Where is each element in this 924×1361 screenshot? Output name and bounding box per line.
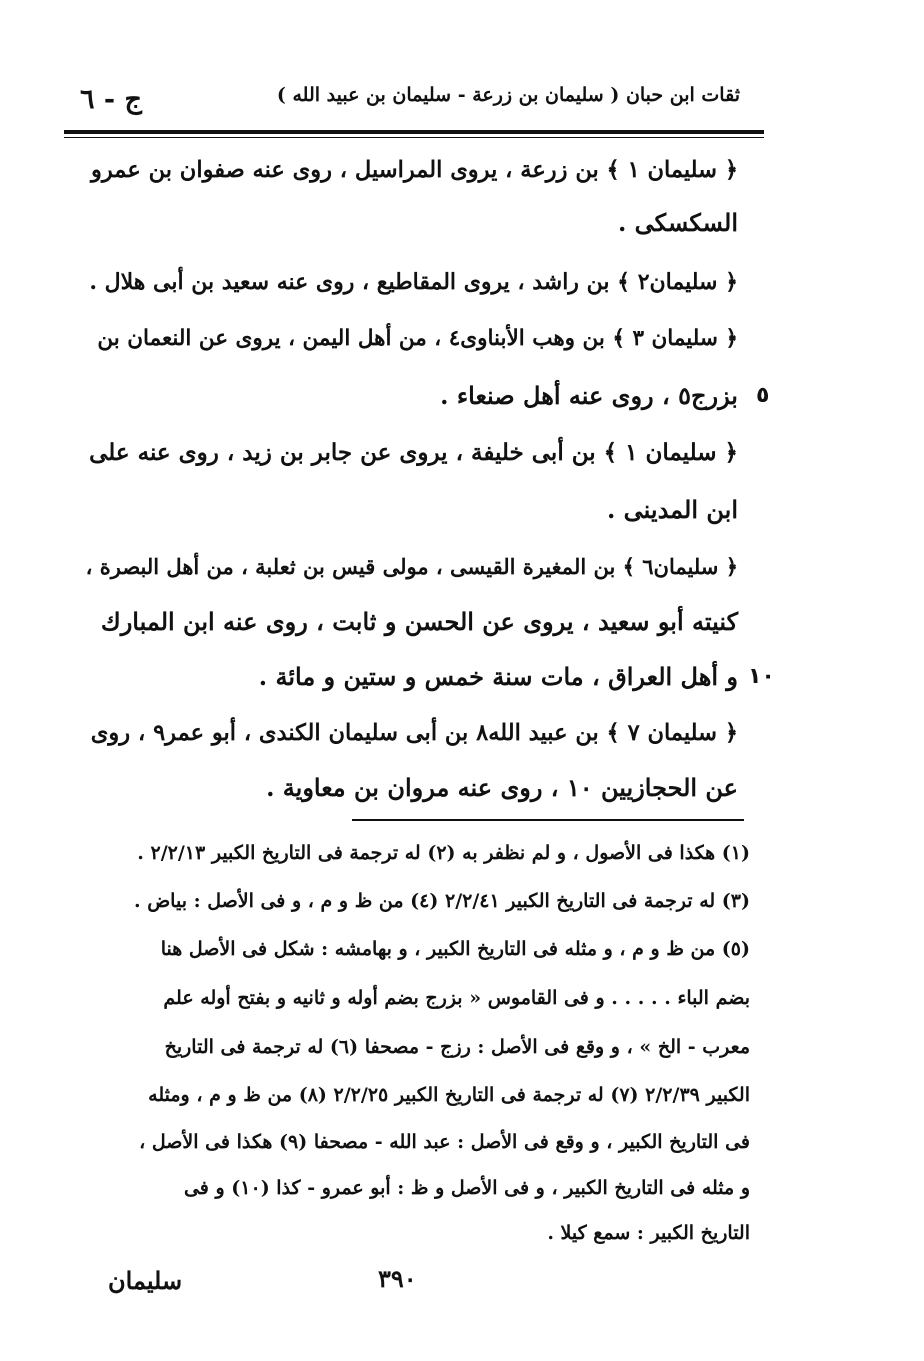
text-line: ﴿ سليمان ١ ﴾ بن زرعة ، يروى المراسيل ، روى عنه صفوان بن عمرو bbox=[91, 157, 738, 183]
line-number-5: ٥ bbox=[756, 383, 770, 408]
footnote-line: فى التاريخ الكبير ، و وقع فى الأصل : عبد الله - مصحفا (٩) هكذا فى الأصل ، bbox=[139, 1131, 750, 1153]
line-number-10: ١٠ bbox=[748, 664, 775, 689]
text-line: السكسكى . bbox=[617, 208, 738, 237]
text-line: ﴿ سليمان ٣ ﴾ بن وهب الأبناوى٤ ، من أهل اليمن ، يروى عن النعمان بن bbox=[97, 326, 738, 351]
footnote-line: معرب - الخ » ، و وقع فى الأصل : رزج - مصحفا (٦) له ترجمة فى التاريخ bbox=[164, 1036, 750, 1058]
text-line: ﴿ سليمان ٧ ﴾ بن عبيد الله٨ بن أبى سليمان الكندى ، أبو عمر٩ ، روى bbox=[90, 720, 738, 746]
text-line: عن الحجازيين ١٠ ، روى عنه مروان بن معاوية . bbox=[266, 773, 738, 802]
catchword: سليمان bbox=[108, 1266, 183, 1295]
running-header bbox=[80, 78, 740, 130]
footnote-line: الكبير ٢/٢/٣٩ (٧) له ترجمة فى التاريخ الكبير ٢/٢/٢٥ (٨) من ظ و م ، ومثله bbox=[148, 1084, 750, 1106]
text-line: كنيته أبو سعيد ، يروى عن الحسن و ثابت ، روى عنه ابن المبارك bbox=[100, 607, 738, 636]
header-title: ثقات ابن حبان ( سليمان بن زرعة - سليمان بن عبيد الله ) bbox=[276, 84, 740, 106]
text-line: ﴿ سليمان ١ ﴾ بن أبى خليفة ، يروى عن جابر بن زيد ، روى عنه على bbox=[89, 439, 738, 466]
footnote-line: التاريخ الكبير : سمع كيلا . bbox=[547, 1222, 750, 1244]
header-rule-thin bbox=[64, 137, 764, 138]
footnote-line: (١) هكذا فى الأصول ، و لم نظفر به (٢) له ترجمة فى التاريخ الكبير ٢/٢/١٣ . bbox=[137, 842, 750, 864]
footnote-rule bbox=[352, 819, 744, 821]
text-line: ﴿ سليمان٢ ﴾ بن راشد ، يروى المقاطيع ، روى عنه سعيد بن أبى هلال . bbox=[89, 269, 738, 295]
footnote-line: (٥) من ظ و م ، و مثله فى التاريخ الكبير ، و بهامشه : شكل فى الأصل هنا bbox=[160, 938, 750, 960]
footnote-line: و مثله فى التاريخ الكبير ، و فى الأصل و ظ : أبو عمرو - كذا (١٠) و فى bbox=[183, 1177, 750, 1199]
page-number: ٣٩٠ bbox=[378, 1264, 417, 1293]
footnote-line: بضم الباء . . . . . و فى القاموس « بزرج بضم أوله و ثانيه و بفتح أوله علم bbox=[163, 987, 750, 1009]
header-volume: ج - ٦ bbox=[80, 84, 142, 115]
text-line: بزرج٥ ، روى عنه أهل صنعاء . bbox=[440, 381, 738, 410]
text-line: ﴿ سليمان٦ ﴾ بن المغيرة القيسى ، مولى قيس بن ثعلبة ، من أهل البصرة ، bbox=[85, 554, 738, 579]
footnote-line: (٣) له ترجمة فى التاريخ الكبير ٢/٢/٤١ (٤) من ظ و م ، و فى الأصل : بياض . bbox=[133, 890, 750, 912]
text-line: و أهل العراق ، مات سنة خمس و ستين و مائة . bbox=[258, 662, 738, 691]
text-line: ابن المدينى . bbox=[606, 495, 738, 524]
header-rule bbox=[64, 130, 764, 134]
